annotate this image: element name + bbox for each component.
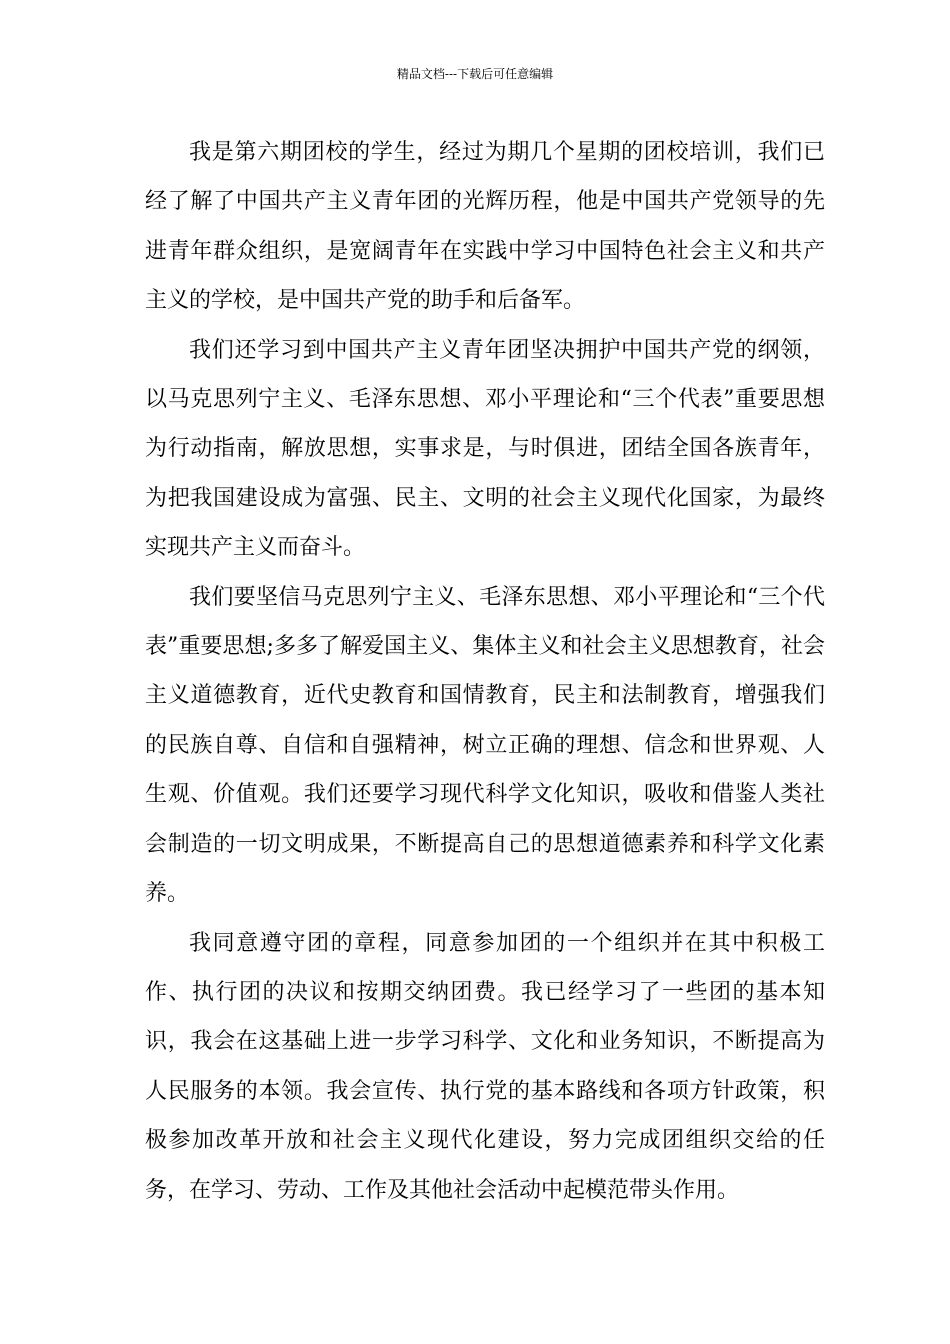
paragraph-3: 我们要坚信马克思列宁主义、毛泽东思想、邓小平理论和“三个代表”重要思想;多多了解爱国主义、集体主义和社会主义思想教育，社会主义道德教育，近代史教育和国情教育，民主和法制教育，增强我们的民族自尊、自信和自强精神，树立正确的理想、信念和世界观、人生观、价值观。我们还要学习现代科学文化知识，吸收和借鉴人类社会制造的一切文明成果，不断提高自己的思想道德素养和科学文化素养。 <box>145 584 825 907</box>
paragraph-4: 我同意遵守团的章程，同意参加团的一个组织并在其中积极工作、执行团的决议和按期交纳团费。我已经学习了一些团的基本知识，我会在这基础上进一步学习科学、文化和业务知识，不断提高为人民服务的本领。我会宣传、执行党的基本路线和各项方针政策，积极参加改革开放和社会主义现代化建设，努力完成团组织交给的任务，在学习、劳动、工作及其他社会活动中起模范带头作用。 <box>145 930 825 1203</box>
page-header: 精品文档---下载后可任意编辑 <box>396 67 554 81</box>
paragraph-2: 我们还学习到中国共产主义青年团坚决拥护中国共产党的纲领，以马克思列宁主义、毛泽东思想、邓小平理论和“三个代表”重要思想为行动指南，解放思想，实事求是，与时俱进，团结全国各族青年，为把我国建设成为富强、民主、文明的社会主义现代化国家，为最终实现共产主义而奋斗。 <box>145 337 825 561</box>
paragraph-1: 我是第六期团校的学生，经过为期几个星期的团校培训，我们已经了解了中国共产主义青年团的光辉历程，他是中国共产党领导的先进青年群众组织，是宽阔青年在实践中学习中国特色社会主义和共产主义的学校，是中国共产党的助手和后备军。 <box>145 140 825 314</box>
document-body <box>145 128 825 1215</box>
